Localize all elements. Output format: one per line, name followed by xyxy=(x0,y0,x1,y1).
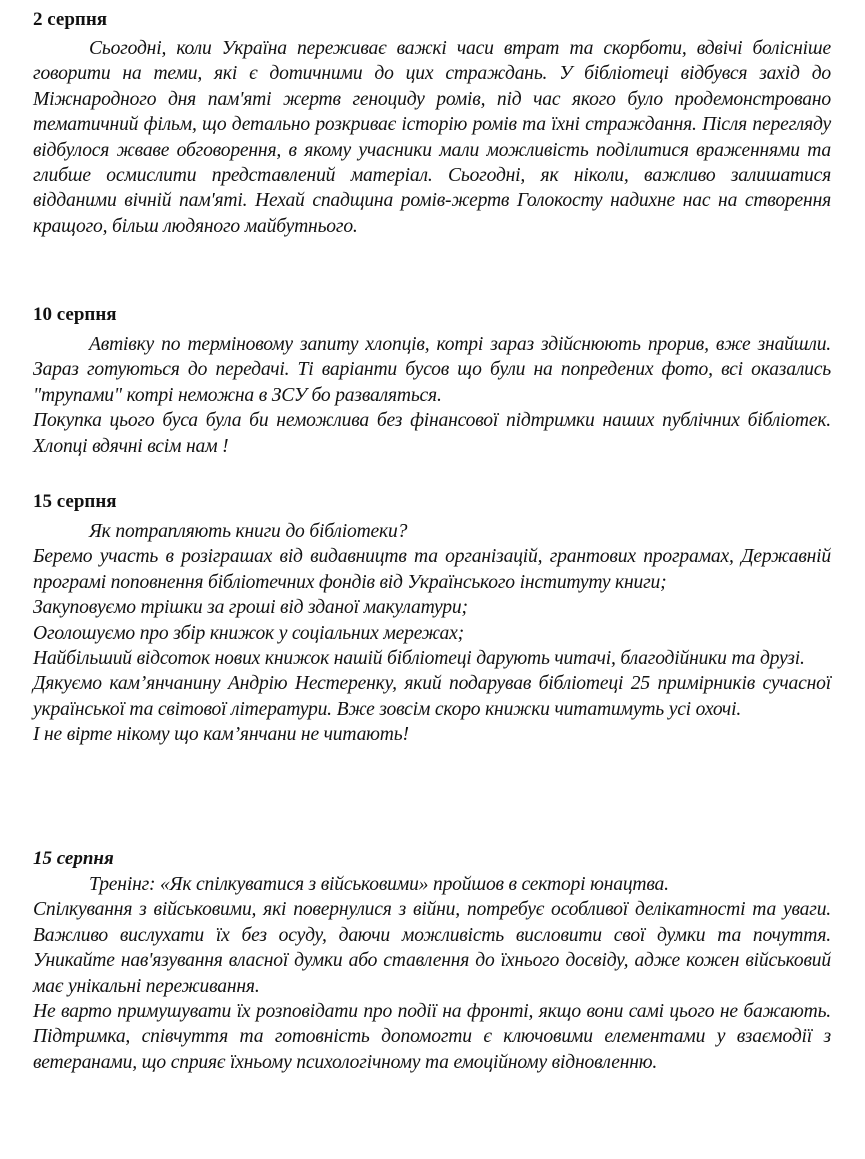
entry-paragraph: Сьогодні, коли Україна переживає важкі часи втрат та скорботи, вдвічі болісніше говорити на теми, які є дотичними до цих страждань. У бібліотеці відбувся захід до Міжнародного дня пам'яті жертв геноциду ромів, під час якого було продемонстровано тематичний фільм, що детально розкриває історію ромів та їхні страждання. Після перегляду відбулося жваве обговорення, в якому учасники мали можливість поділитися враженнями та глибше осмислити представлений матеріал. Сьогодні, як ніколи, важливо залишатися відданими вічній пам'яті. Нехай спадщина ромів-жертв Голокосту надихне нас на створення кращого, більш людяного майбутнього. xyxy=(33,38,831,237)
entry-paragraph: Покупка цього буса була би неможлива без фінансової підтримки наших публічних бібліотек. Хлопці вдячні всім нам ! xyxy=(33,410,831,457)
entry-paragraph: Не варто примушувати їх розповідати про події на фронті, якщо вони самі цього не бажають. Підтримка, співчуття та готовність допомогти є ключовими елементами у взаємодії з ветеранами, що сприяє їхньому психологічному та емоційному відновленню. xyxy=(33,1001,831,1073)
entry-paragraph: Дякуємо кам’янчанину Андрію Нестеренку, який подарував бібліотеці 25 примірників сучасної української та світової літератури. Вже зовсім скоро книжки читатимуть усі охочі. xyxy=(33,673,831,720)
entry-paragraph: Автівку по терміновому запиту хлопців, котрі зараз здійснюють прорив, вже знайшли. Зараз готуються до передачі. Ті варіанти бусов що були на попредених фото, всі оказались "трупами" котрі неможна в ЗСУ бо разваляться. xyxy=(33,334,831,406)
entry-paragraph: Беремо участь в розіграшах від видавництв та організацій, грантових програмах, Державній програмі поповнення бібліотечних фондів від Українського інституту книги; xyxy=(33,546,831,593)
entry-body xyxy=(33,519,831,748)
entry-paragraph: Оголошуємо про збір книжок у соціальних мережах; xyxy=(33,622,464,644)
entry-body xyxy=(33,332,831,459)
entry-paragraph: Закуповуємо трішки за гроші від зданої макулатури; xyxy=(33,597,468,619)
entry-body xyxy=(33,872,831,1075)
news-entry xyxy=(33,490,831,748)
entry-paragraph: Як потрапляють книги до бібліотеки? xyxy=(89,521,408,542)
news-entry xyxy=(33,303,831,459)
entry-paragraph: І не вірте нікому що кам’янчани не читають! xyxy=(33,724,409,746)
entry-body xyxy=(33,36,831,239)
entry-paragraph: Найбільший відсоток нових книжок нашій бібліотеці дарують читачі, благодійники та друзі. xyxy=(33,648,805,670)
entry-paragraph: Тренінг: «Як спілкуватися з військовими» пройшов в секторі юнацтва. xyxy=(89,874,669,895)
entry-date: 15 серпня xyxy=(33,491,117,512)
entry-date: 2 серпня xyxy=(33,9,108,30)
entry-date: 10 серпня xyxy=(33,304,117,325)
entry-date: 15 серпня xyxy=(33,848,114,869)
news-entry xyxy=(33,8,831,239)
news-entry xyxy=(33,847,831,1075)
entry-paragraph: Спілкування з військовими, які повернулися з війни, потребує особливої делікатності та уваги. Важливо вислухати їх без осуду, даючи можливість висловити свої думки та почуття. Уникайте нав'язування власної думки або ставлення до їхнього досвіду, адже кожен військовий має унікальні переживання. xyxy=(33,899,831,997)
